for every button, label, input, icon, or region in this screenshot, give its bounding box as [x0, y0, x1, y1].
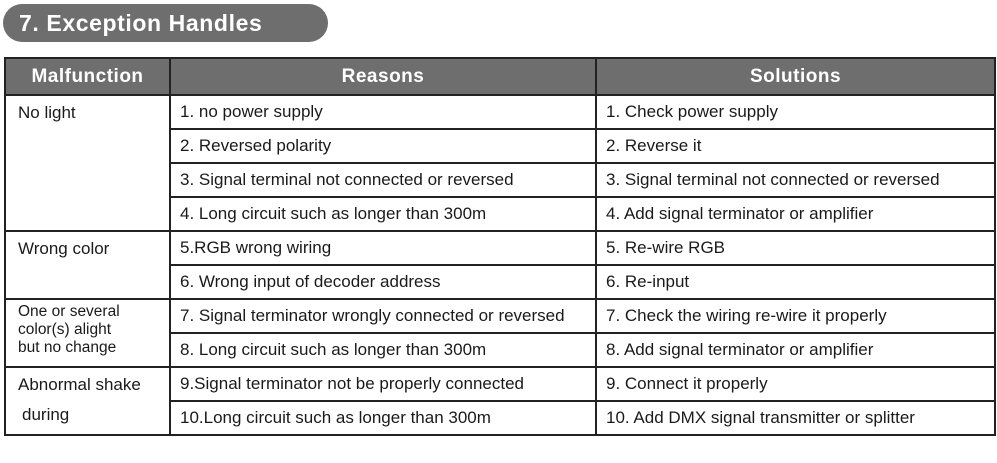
- header-solutions: Solutions: [596, 58, 995, 95]
- reason-cell: 10.Long circuit such as longer than 300m: [170, 401, 596, 435]
- solution-cell: 10. Add DMX signal transmitter or splitter: [596, 401, 995, 435]
- malfunction-wrong-color: [5, 231, 170, 299]
- reason-cell: 3. Signal terminal not connected or reversed: [170, 163, 596, 197]
- malfunction-label-line-1: One or several: [18, 303, 120, 320]
- malfunction-label: No light: [18, 103, 76, 122]
- reason-cell: 5.RGB wrong wiring: [170, 231, 596, 265]
- reason-cell: 4. Long circuit such as longer than 300m: [170, 197, 596, 231]
- table-row: [5, 95, 995, 129]
- solution-cell: 2. Reverse it: [596, 129, 995, 163]
- solution-cell: 9. Connect it properly: [596, 367, 995, 401]
- solution-cell: 8. Add signal terminator or amplifier: [596, 333, 995, 367]
- header-malfunction: Malfunction: [5, 58, 170, 95]
- section-title-banner: [3, 4, 328, 42]
- solution-cell: 7. Check the wiring re-wire it properly: [596, 299, 995, 333]
- malfunction-no-change: [5, 299, 170, 367]
- malfunction-abnormal-shake: [5, 367, 170, 435]
- solution-cell: 1. Check power supply: [596, 95, 995, 129]
- table-row: [5, 231, 995, 265]
- solution-cell: 6. Re-input: [596, 265, 995, 299]
- reason-cell: 2. Reversed polarity: [170, 129, 596, 163]
- table-row: [5, 299, 995, 333]
- malfunction-no-light: [5, 95, 170, 231]
- malfunction-label: Wrong color: [18, 239, 110, 258]
- header-reasons: Reasons: [170, 58, 596, 95]
- reason-cell: 1. no power supply: [170, 95, 596, 129]
- exception-table: [4, 57, 996, 436]
- malfunction-label-line-2: during: [22, 405, 70, 424]
- malfunction-label-line-3: but no change: [18, 339, 117, 356]
- solution-cell: 5. Re-wire RGB: [596, 231, 995, 265]
- malfunction-label-line-1: Abnormal shake: [18, 375, 141, 394]
- table-header-row: [5, 58, 995, 95]
- section-title: 7. Exception Handles: [19, 9, 263, 36]
- solution-cell: 3. Signal terminal not connected or reversed: [596, 163, 995, 197]
- reason-cell: 7. Signal terminator wrongly connected or reversed: [170, 299, 596, 333]
- reason-cell: 8. Long circuit such as longer than 300m: [170, 333, 596, 367]
- malfunction-label-line-2: color(s) alight: [18, 321, 112, 338]
- reason-cell: 9.Signal terminator not be properly connected: [170, 367, 596, 401]
- solution-cell: 4. Add signal terminator or amplifier: [596, 197, 995, 231]
- table-row: [5, 367, 995, 401]
- reason-cell: 6. Wrong input of decoder address: [170, 265, 596, 299]
